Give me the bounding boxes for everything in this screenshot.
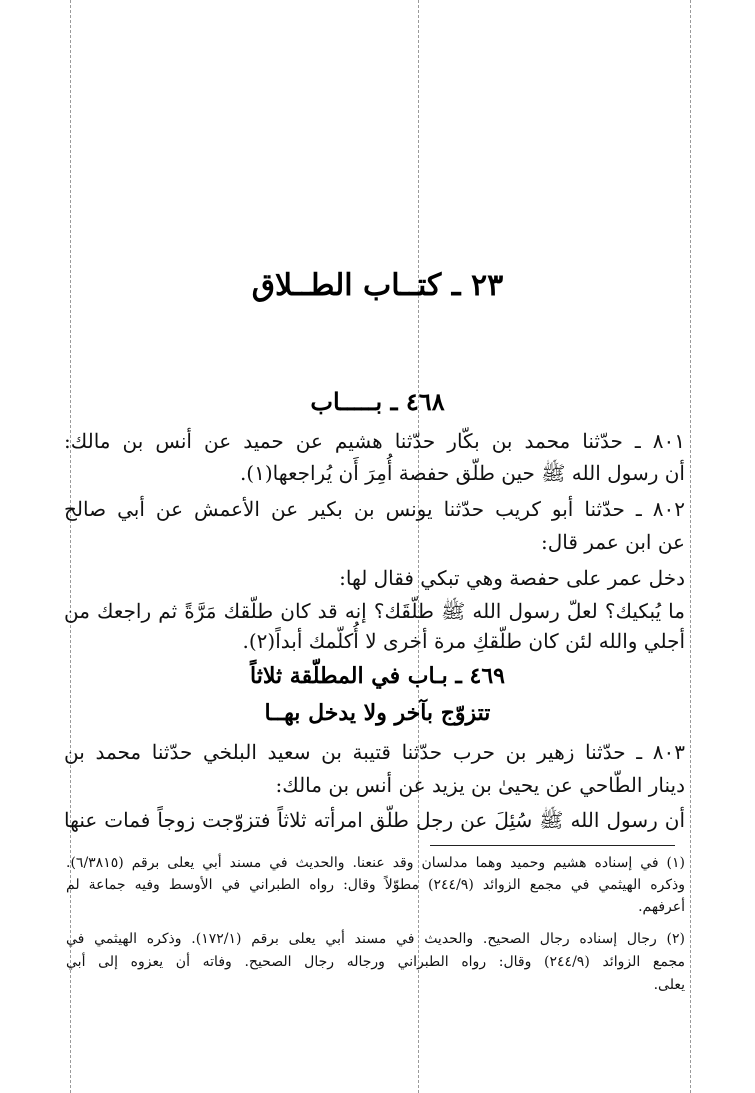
bab-469-heading-continued: تتزوّج بآخر ولا يدخل بهــا: [264, 700, 491, 726]
bab-469-heading: ٤٦٩ ـ بـاب في المطلّقة ثلاثاً: [250, 663, 505, 689]
book-title: ٢٣ ـ كتــاب الطــلاق: [251, 268, 504, 303]
hadith-802-line-4: ما يُبكيك؟ لعلّ رسول الله ﷺ طلّقَك؟ إنه قد كان طلّقك مَرَّةً ثم راجعك من: [64, 599, 685, 623]
hadith-802-line-5: أجلي والله لئن كان طلّقكِ مرة أخرى لا أُكلّمك أبداً(٢).: [242, 629, 685, 653]
footnote-1-line-3: أعرفهم.: [638, 899, 685, 915]
hadith-803-line-1: ٨٠٣ ـ حدّثنا زهير بن حرب حدّثنا قتيبة بن سعيد البلخي حدّثنا محمد بن: [64, 740, 685, 764]
footnote-separator: [430, 845, 675, 846]
hadith-801-line-2: أن رسول الله ﷺ حين طلّق حفصة أُمِرَ أَن يُراجعها(١).: [239, 461, 685, 485]
hadith-803-line-2: دينار الطّاحي عن يحيىٰ بن يزيد عن أنس بن مالك:: [275, 773, 685, 797]
footnote-2-line-3: يعلى.: [653, 977, 685, 993]
footnote-2-line-2: مجمع الزوائد (٢٤٤/٩) وقال: رواه الطبراني ورجاله رجال الصحيح. وفاته أن يعزوه إلى أبي: [66, 954, 685, 970]
hadith-802-line-3: دخل عمر على حفصة وهي تبكي فقال لها:: [339, 566, 685, 590]
hadith-801-line-1: ٨٠١ ـ حدّثنا محمد بن بكّار حدّثنا هشيم عن حميد عن أنس بن مالك:: [64, 429, 685, 453]
footnote-2-line-1: (٢) رجال إسناده رجال الصحيح. والحديث في مسند أبي يعلى برقم (١٧٢/١). وذكره الهيثمي في: [66, 931, 685, 947]
hadith-802-line-1: ٨٠٢ ـ حدّثنا أبو كريب حدّثنا يونس بن بكير عن الأعمش عن أبي صالح: [64, 497, 685, 521]
footnote-1-line-1: (١) في إسناده هشيم وحميد وهما مدلسان وقد عنعنا. والحديث في مسند أبي يعلى برقم (٦/٣٨١٥).: [66, 855, 685, 871]
scan-margin-line: [690, 0, 691, 1093]
hadith-803-line-3: أن رسول الله ﷺ سُئِلَ عن رجل طلّق امرأته ثلاثاً فتزوّجت زوجاً فمات عنها: [64, 808, 685, 832]
footnote-1-line-2: وذكره الهيثمي في مجمع الزوائد (٢٤٤/٩) مطوّلاً وقال: رواه الطبراني في الأوسط وفيه جماعة لم: [66, 877, 685, 893]
bab-468-heading: ٤٦٨ ـ بـــــاب: [310, 387, 445, 416]
hadith-802-line-2: عن ابن عمر قال:: [540, 530, 685, 554]
